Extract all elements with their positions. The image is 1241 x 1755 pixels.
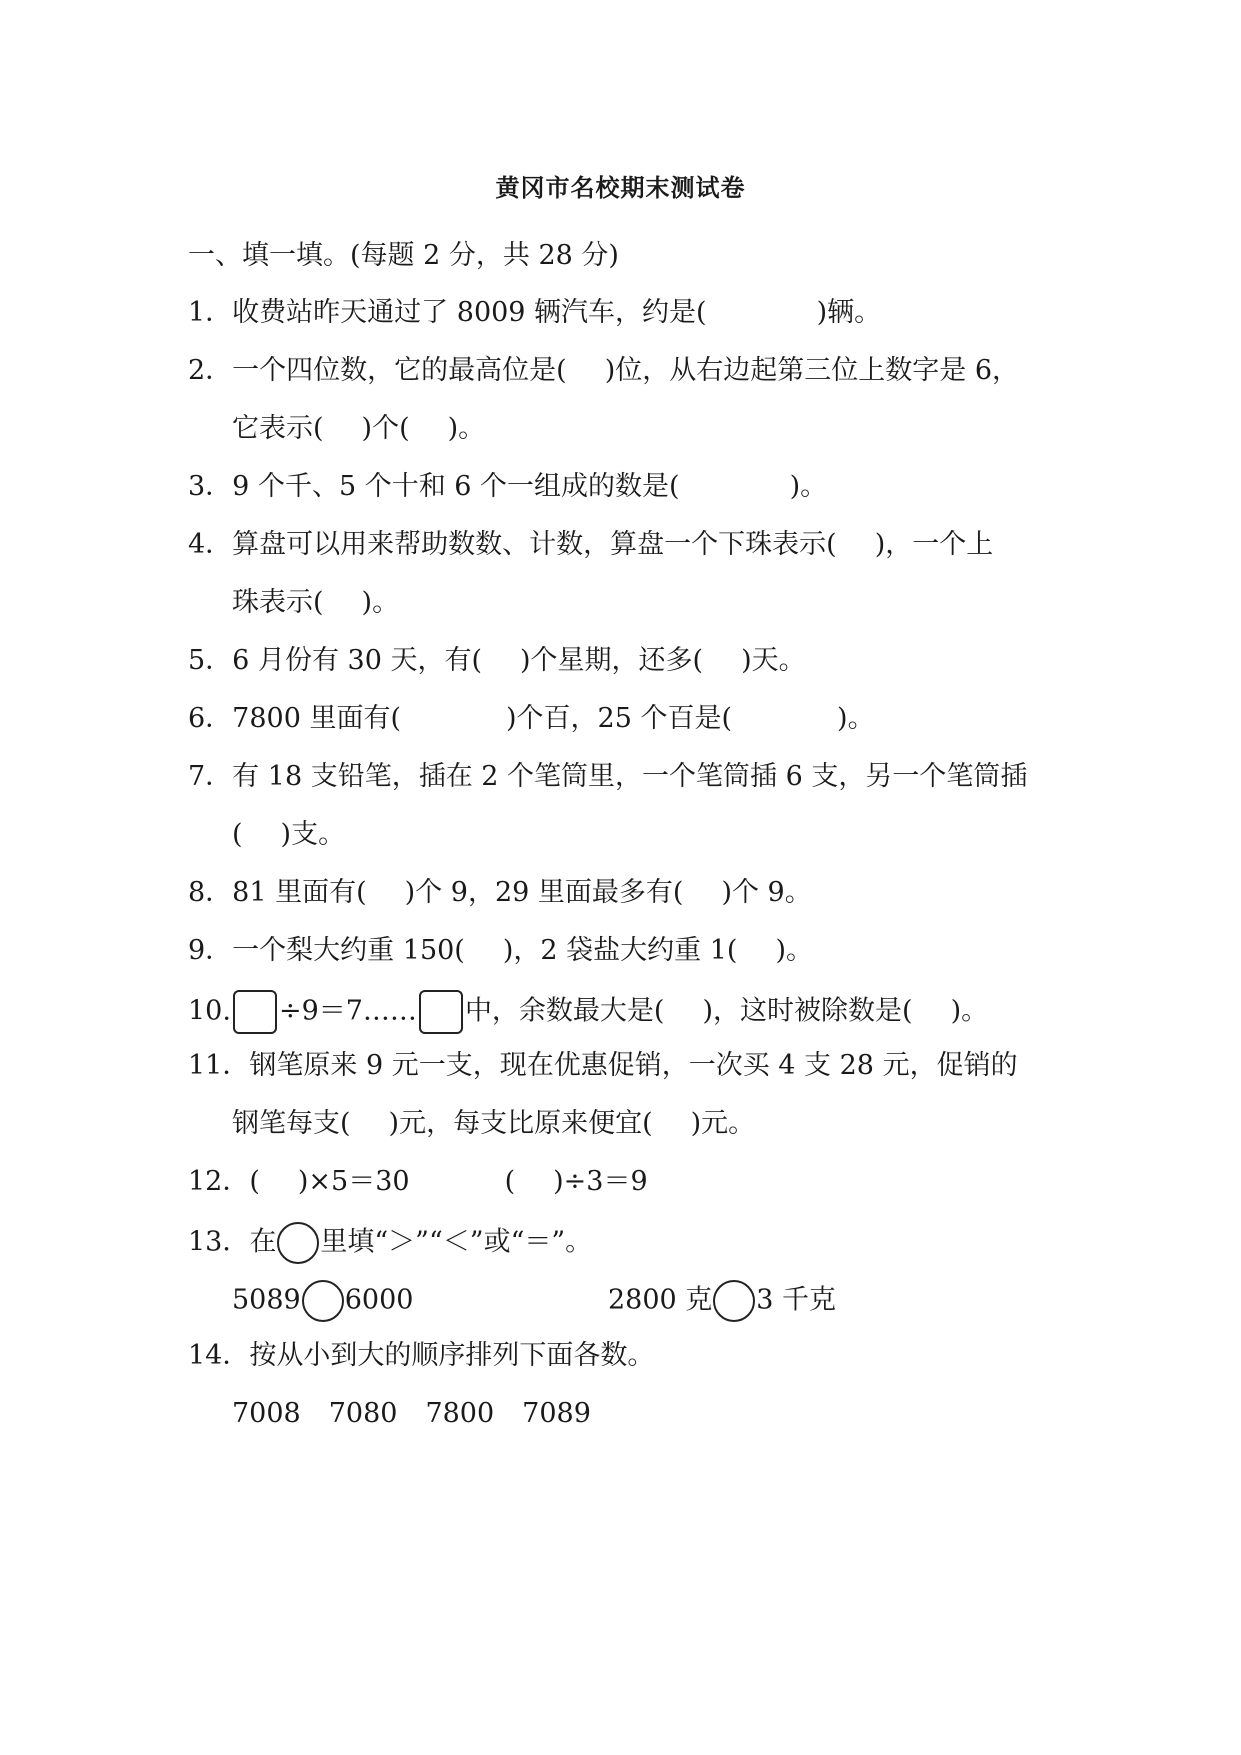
question-7-cont: ( )支。 bbox=[232, 819, 346, 850]
question-3: 3．9 个千、5 个十和 6 个一组成的数是( )。 bbox=[188, 471, 828, 502]
question-11: 11．钢笔原来 9 元一支，现在优惠促销，一次买 4 支 28 元，促销的 bbox=[188, 1050, 1018, 1081]
question-13: 13．在 里填“＞”“＜”或“＝”。 bbox=[188, 1222, 592, 1264]
number-item: 7089 bbox=[522, 1398, 591, 1429]
number-item: 7008 bbox=[232, 1398, 301, 1429]
question-12: 12．( )×5＝30 ( )÷3＝9 bbox=[188, 1166, 648, 1197]
question-5: 5．6 月份有 30 天，有( )个星期，还多( )天。 bbox=[188, 645, 806, 676]
question-14-numbers bbox=[232, 1396, 619, 1432]
question-7: 7．有 18 支铅笔，插在 2 个笔筒里，一个笔筒插 6 支，另一个笔筒插 bbox=[188, 761, 1028, 792]
question-4: 4．算盘可以用来帮助数数、计数，算盘一个下珠表示( )，一个上 bbox=[188, 529, 994, 560]
question-8: 8．81 里面有( )个 9，29 里面最多有( )个 9。 bbox=[188, 877, 812, 908]
question-11-cont: 钢笔每支( )元，每支比原来便宜( )元。 bbox=[232, 1108, 756, 1139]
question-1: 1．收费站昨天通过了 8009 辆汽车，约是( )辆。 bbox=[188, 297, 882, 328]
question-6: 6．7800 里面有( )个百，25 个百是( )。 bbox=[188, 703, 875, 734]
compare-circle[interactable] bbox=[713, 1280, 755, 1322]
number-item: 7080 bbox=[328, 1398, 398, 1429]
question-4-cont: 珠表示( )。 bbox=[232, 587, 400, 618]
question-2: 2．一个四位数，它的最高位是( )位，从右边起第三位上数字是 6， bbox=[188, 355, 1020, 386]
question-13-compare-1: 5089 6000 bbox=[232, 1280, 413, 1322]
section-heading: 一、填一填。(每题 2 分，共 28 分) bbox=[188, 240, 619, 271]
number-item: 7800 bbox=[425, 1398, 495, 1429]
remainder-box[interactable] bbox=[419, 990, 463, 1034]
compare-circle[interactable] bbox=[302, 1280, 344, 1322]
question-2-cont: 它表示( )个( )。 bbox=[232, 413, 486, 444]
question-14: 14．按从小到大的顺序排列下面各数。 bbox=[188, 1340, 655, 1371]
question-10: 10. ÷9＝7…… 中，余数最大是( )，这时被除数是( )。 bbox=[188, 990, 988, 1034]
page-title: 黄冈市名校期末测试卷 bbox=[495, 174, 746, 202]
question-13-compare-2: 2800 克 3 千克 bbox=[608, 1280, 836, 1322]
dividend-box[interactable] bbox=[233, 990, 277, 1034]
question-9: 9．一个梨大约重 150( )，2 袋盐大约重 1( )。 bbox=[188, 935, 813, 966]
circle-icon bbox=[277, 1222, 319, 1264]
